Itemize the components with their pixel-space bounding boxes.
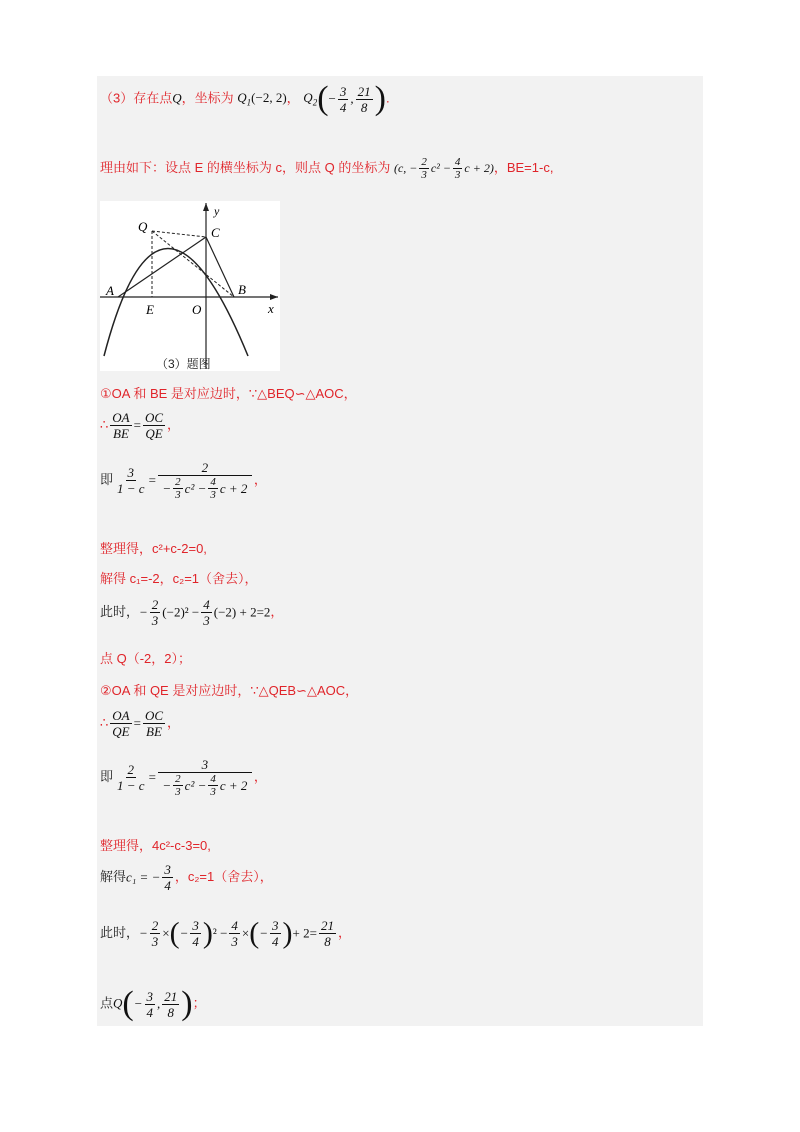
case1-title: ①OA 和 BE 是对应边时，∵△BEQ∽△AOC， bbox=[100, 386, 357, 401]
case2-point: 点Q(− $\frac{3}{4}$ , $\frac{21}{8}$ )； bbox=[100, 985, 206, 1022]
part3-label: （3）存在点 bbox=[100, 90, 173, 106]
line-qb bbox=[152, 231, 234, 297]
case2-ratio: ∴ $\frac{OA}{QE}$ = $\frac{OC}{BE}$ ， bbox=[100, 708, 181, 739]
comma: ， bbox=[286, 90, 300, 106]
label-e: E bbox=[146, 302, 154, 317]
coord-frac2: $\frac{4}{3}$ bbox=[454, 156, 461, 181]
parabola-curve bbox=[104, 249, 248, 357]
q1-point: $Q_1(-2$, 2) bbox=[237, 90, 287, 108]
frac-2-quad: 2 − $\frac{2}{3}$ c² − $\frac{4}{3}$ c + 2 bbox=[158, 460, 252, 501]
case2-equation: 即 $\frac{2}{1 - c}$ = 3 − $\frac{2}{3}$ c² − $\frac{4}{3}$ c + 2 ， bbox=[100, 757, 267, 798]
coord-frac1: $\frac{2}{3}$ bbox=[421, 156, 427, 181]
case1-ratio: ∴ $\frac{OA}{BE}$ = $\frac{OC}{QE}$ ， bbox=[100, 410, 181, 441]
reason-tail: ，BE=1-c, bbox=[493, 159, 554, 175]
reason-text: 理由如下：设点 E 的横坐标为 c，则点 Q 的坐标为 bbox=[100, 159, 391, 175]
label-x: x bbox=[268, 301, 274, 316]
frac-3-1mc: $\frac{3}{1 - c}$ bbox=[117, 465, 145, 496]
parabola-figure bbox=[100, 201, 280, 371]
case1-solve: 解得 c₁=-2，c₂=1（舍去）， bbox=[100, 571, 258, 586]
label-c: C bbox=[211, 225, 220, 240]
frac-oc-qe: $\frac{OC}{QE}$ bbox=[144, 410, 164, 441]
frac-oa-be: $\frac{OA}{BE}$ bbox=[112, 410, 130, 441]
case2-title: ②OA 和 QE 是对应边时，∵△QEB∽△AOC， bbox=[100, 683, 359, 698]
part3-mid: ，坐标为 bbox=[181, 90, 234, 106]
line-ac bbox=[118, 237, 206, 297]
figure-caption: （3）题图 bbox=[156, 357, 211, 371]
label-q: Q bbox=[138, 219, 148, 234]
case1-point: 点 Q（-2，2）； bbox=[100, 651, 192, 666]
reason-line: 理由如下：设点 E 的横坐标为 c，则点 Q 的坐标为 (c, − $\frac{2}{3}$ c² − $\frac{4}{3}$ c + 2)，BE=1-c, bbox=[100, 156, 554, 181]
label-o: O bbox=[192, 302, 202, 317]
case1-simplify: 整理得，c²+c-2=0, bbox=[100, 541, 207, 556]
case2-check: 此时，− $\frac{2}{3}$ ×(− $\frac{3}{4}$ )² − $\frac{4}{3}$ ×(− $\frac{3}{4}$ )+ 2= $\frac{21}{8}$ ， bbox=[100, 916, 351, 950]
q-var: Q bbox=[172, 90, 182, 106]
line-qc bbox=[152, 231, 206, 237]
label-a: A bbox=[106, 283, 114, 298]
case2-simplify: 整理得，4c²-c-3=0, bbox=[100, 838, 211, 853]
case2-solve: 解得c₁ = − $\frac{3}{4}$ ，c₂=1（舍去）， bbox=[100, 862, 273, 893]
label-b: B bbox=[238, 282, 246, 297]
case1-equation: 即 $\frac{3}{1 - c}$ = 2 − $\frac{2}{3}$ c² − $\frac{4}{3}$ c + 2 ， bbox=[100, 460, 267, 501]
q2-x-frac: $\frac{3}{4}$ bbox=[339, 83, 347, 115]
x-arrow bbox=[270, 294, 278, 300]
y-arrow bbox=[203, 203, 209, 211]
coord-pre: (c, − bbox=[393, 161, 418, 175]
part3-line: （3）存在点Q，坐标为 $Q_1(-2$, 2)， $Q_2(-$ $\frac{3}{4}$ , $\frac{21}{8}$ ). bbox=[100, 80, 390, 117]
case1-check: 此时，− $\frac{2}{3}$ (−2)² − $\frac{4}{3}$ (−2) + 2=2， bbox=[100, 597, 284, 628]
period: . bbox=[385, 90, 390, 106]
q2-point: $Q_2$ bbox=[303, 90, 318, 108]
label-y: y bbox=[214, 204, 220, 218]
q2-y-frac: $\frac{21}{8}$ bbox=[357, 83, 371, 115]
line-cb bbox=[206, 237, 234, 297]
figure-svg bbox=[100, 201, 280, 371]
